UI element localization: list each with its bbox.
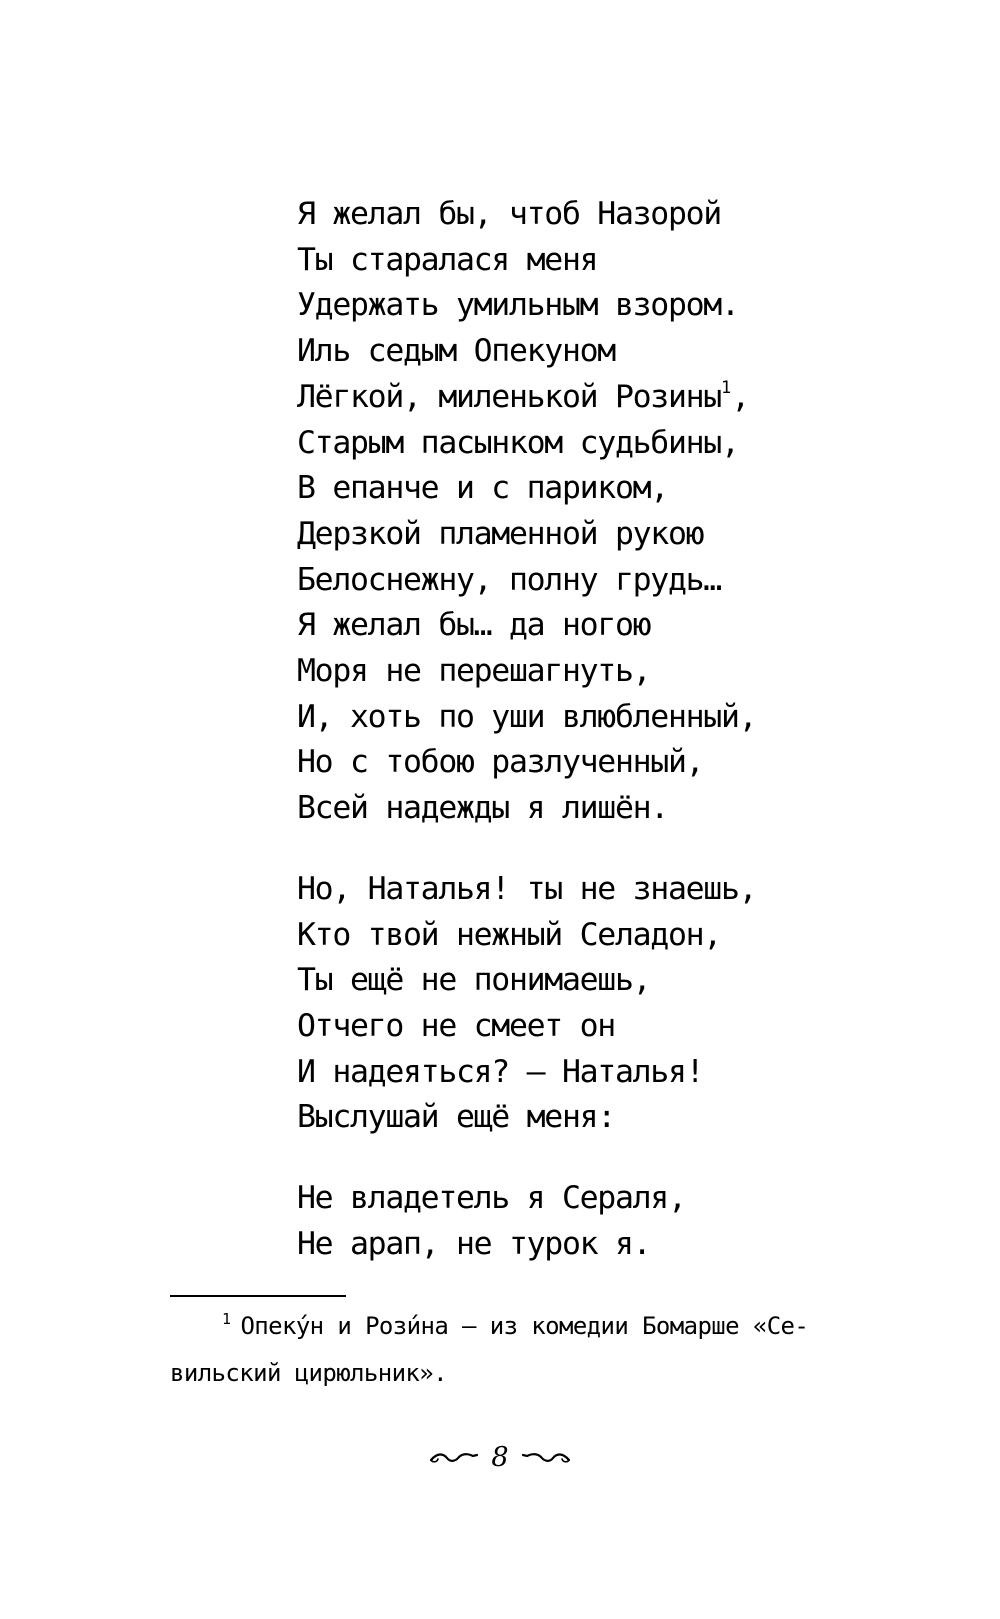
poem xyxy=(297,192,756,1267)
page-number: 8 xyxy=(491,1441,509,1473)
stanza-3 xyxy=(297,1176,756,1267)
poem-line: Иль седым Опекуном xyxy=(297,333,615,370)
poem-line: Отчего не смеет он xyxy=(297,1007,615,1044)
footnote-line-1 xyxy=(170,1303,900,1350)
poem-line: Я желал бы… да ногою xyxy=(297,607,651,644)
footnote-line-2: вильский цирюльник». xyxy=(170,1359,447,1387)
poem-line: Выслушай ещё меня: xyxy=(297,1099,615,1136)
footnote-separator xyxy=(170,1295,346,1297)
stanza-1 xyxy=(297,192,756,832)
poem-line: Удержать умильным взором. xyxy=(297,287,739,324)
poem-line: Всей надежды я лишён. xyxy=(297,790,668,827)
footnote xyxy=(170,1303,900,1397)
poem-line: Белоснежну, полну грудь… xyxy=(297,561,721,598)
poem-line-with-footnote xyxy=(297,375,756,421)
poem-line: Старым пасынком судьбины, xyxy=(297,424,739,461)
poem-line: В епанче и с париком, xyxy=(297,470,668,507)
stanza-2 xyxy=(297,867,756,1141)
flourish-left-icon xyxy=(429,1447,479,1467)
flourish-right-icon xyxy=(521,1447,571,1467)
poem-line: Но, Наталья! ты не знаешь, xyxy=(297,870,757,907)
footnote-reference[interactable]: 1 xyxy=(720,377,732,398)
poem-line: Не арап, не турок я. xyxy=(297,1225,651,1262)
poem-line: И, хоть по уши влюбленный, xyxy=(297,698,757,735)
poem-line-punctuation: , xyxy=(731,378,749,415)
poem-line: Моря не перешагнуть, xyxy=(297,653,651,690)
footnote-number: 1 xyxy=(222,1310,231,1328)
poem-line: Я желал бы, чтоб Назорой xyxy=(297,196,721,232)
poem-line: Дерзкой пламенной рукою xyxy=(297,515,704,552)
footnote-text: Опеку́н и Рози́на — из комедии Бомарше «Се- xyxy=(240,1312,809,1340)
poem-line: Ты старалася меня xyxy=(297,241,598,278)
poem-line-text: Лёгкой, миленькой Розины xyxy=(297,378,721,415)
poem-line: Кто твой нежный Селадон, xyxy=(297,916,721,953)
poem-line: Не владетель я Сераля, xyxy=(297,1180,686,1217)
poem-line: Но с тобою разлученный, xyxy=(297,744,704,781)
poem-line: И надеяться? — Наталья! xyxy=(297,1053,704,1090)
page-folio xyxy=(0,1437,1000,1477)
poem-line: Ты ещё не понимаешь, xyxy=(297,962,651,999)
